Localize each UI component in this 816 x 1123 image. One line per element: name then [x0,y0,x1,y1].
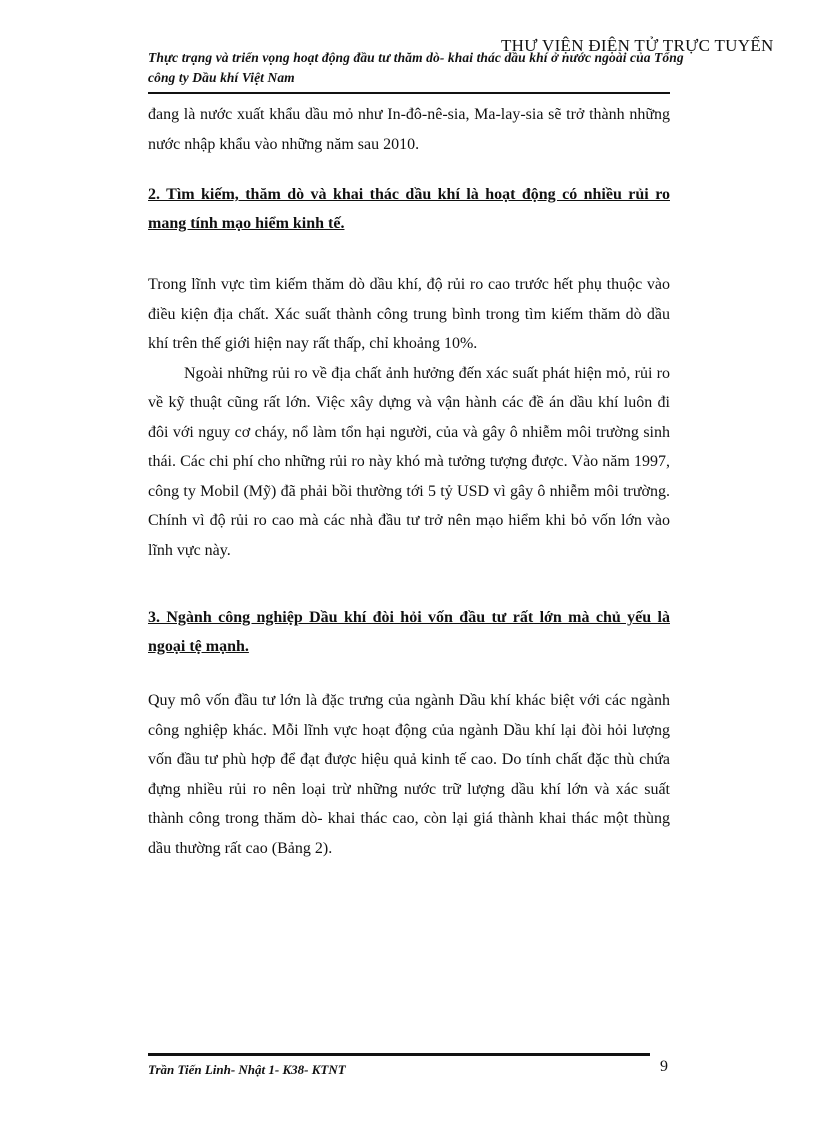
paragraph: Ngoài những rủi ro về địa chất ảnh hưởng đến xác suất phát hiện mỏ, rủi ro về kỹ thuật cũng rất lớn. Việc xây dựng và vận hành các đề án dầu khí luôn đi đôi với nguy cơ cháy, nổ làm tổn hại người, của và gây ô nhiễm môi trường sinh thái. Các chi phí cho những rủi ro này khó mà tưởng tượng được. Vào năm 1997, công ty Mobil (Mỹ) đã phải bồi thường tới 5 tỷ USD vì gây ô nhiễm môi trường. Chính vì độ rủi ro cao mà các nhà đầu tư trở nên mạo hiểm khi bỏ vốn lớn vào lĩnh vực này. [148,364,670,559]
watermark-text: THƯ VIỆN ĐIỆN TỬ TRỰC TUYẾN [501,36,774,55]
section-2-body [148,270,670,565]
section-3-heading: 3. Ngành công nghiệp Dầu khí đòi hỏi vốn đầu tư rất lớn mà chủ yếu là ngoại tệ mạnh. [148,609,670,655]
running-header: Thực trạng và triển vọng hoạt động đầu tư thăm dò- khai thác dầu khí ở nước ngoài của Tổng công ty Dầu khí Việt Nam [148,50,684,85]
paragraph: Quy mô vốn đầu tư lớn là đặc trưng của ngành Dầu khí khác biệt với các ngành công nghiệp khác. Mỗi lĩnh vực hoạt động của ngành Dầu khí lại đòi hỏi lượng vốn đầu tư phù hợp để đạt được hiệu quả kinh tế cao. Do tính chất đặc thù chứa đựng nhiều rủi ro nên loại trừ những nước trữ lượng dầu khí lớn và xác suất thành công trong thăm dò- khai thác cao, còn lại giá thành khai thác một thùng dầu thường rất cao (Bảng 2). [148,692,670,857]
footer-divider [148,1053,650,1056]
intro-paragraph [148,100,670,159]
paragraph: Trong lĩnh vực tìm kiếm thăm dò dầu khí, độ rủi ro cao trước hết phụ thuộc vào điều kiện địa chất. Xác suất thành công trung bình trong tìm kiếm thăm dò dầu khí trên thế giới hiện nay rất thấp, chỉ khoảng 10%. [148,276,670,352]
section-2-heading: 2. Tìm kiếm, thăm dò và khai thác dầu khí là hoạt động có nhiều rủi ro mang tính mạo hiểm kinh tế. [148,186,670,232]
paragraph: đang là nước xuất khẩu dầu mỏ như In-đô-nê-sia, Ma-lay-sia sẽ trở thành những nước nhập khẩu vào những năm sau 2010. [148,106,670,153]
section-3-body [148,686,670,863]
header-divider [148,92,670,94]
page-number: 9 [660,1058,668,1075]
footer-author: Trần Tiến Linh- Nhật 1- K38- KTNT [148,1062,346,1077]
